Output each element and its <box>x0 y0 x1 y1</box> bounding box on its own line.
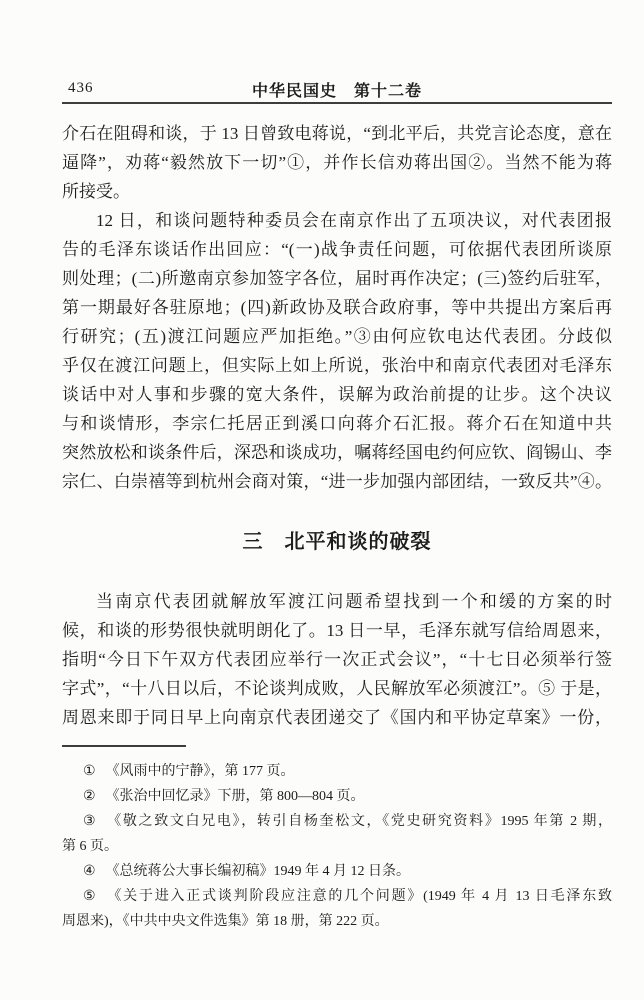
text-line: 介石在阻碍和谈，于 13 日曾致电蒋说，“到北平后，共党言论态度，意在 <box>62 124 612 143</box>
footnote-line <box>62 859 612 884</box>
paragraph <box>62 119 612 206</box>
paragraph <box>62 206 612 496</box>
footnote-item <box>62 859 612 884</box>
header-rule <box>62 102 612 104</box>
text-line: 候，和谈的形势很快就明朗化了。13 日一早，毛泽东就写信给周恩来， <box>62 621 612 640</box>
text-line: 谈话中对人事和步骤的宽大条件，误解为政治前提的让步。这个决议 <box>62 385 612 404</box>
footnote-marker: ④ <box>83 864 96 879</box>
text-line: 当南京代表团就解放军渡江问题希望找到一个和缓的方案的时 <box>96 592 612 611</box>
footnote-text: 《张治中回忆录》下册，第 800—804 页。 <box>105 789 365 804</box>
footnote-line <box>62 759 612 784</box>
footnote-marker: ⑤ <box>83 889 96 904</box>
paragraph <box>62 587 612 732</box>
running-title: 中华民国史 第十二卷 <box>251 83 422 100</box>
footnote-line: 周恩来)，《中共中央文件选集》第 18 册，第 222 页。 <box>62 914 389 929</box>
text-line: 与和谈情形，李宗仁托居正到溪口向蒋介石汇报。蒋介石在知道中共 <box>62 414 612 433</box>
body-content <box>62 119 612 732</box>
footnote-list <box>62 759 612 934</box>
footnote-text: 《敬之致文白兄电》，转引自杨奎松文，《党史研究资料》1995 年第 2 期， <box>105 814 612 829</box>
footnote-line <box>62 784 612 809</box>
text-line: 告的毛泽东谈话作出回应：“(一)战争责任问题，可依据代表团所谈原 <box>62 240 612 259</box>
text-line: 逼降”，劝蒋“毅然放下一切”①，并作长信劝蒋出国②。当然不能为蒋 <box>62 153 612 172</box>
page-header <box>62 78 612 100</box>
footnote-line: 第 6 页。 <box>62 839 118 854</box>
footnote-item <box>62 884 612 934</box>
text-line: 指明“今日下午双方代表团应举行一次正式会议”，“十七日必须举行签 <box>62 650 612 669</box>
text-line: 字式”，“十八日以后，不论谈判成败，人民解放军必须渡江”。⑤ 于是， <box>62 679 612 698</box>
text-line: 所接受。 <box>62 182 130 201</box>
text-line: 12 日，和谈问题特种委员会在南京作出了五项决议，对代表团报 <box>96 211 612 230</box>
footnote-text: 《关于进入正式谈判阶段应注意的几个问题》(1949 年 4 月 13 日毛泽东致 <box>105 889 612 904</box>
text-line: 则处理；(二)所邀南京参加签字各位，届时再作决定；(三)签约后驻军， <box>62 269 612 288</box>
text-line: 行研究；(五)渡江问题应严加拒绝。”③由何应钦电达代表团。分歧似 <box>62 327 612 346</box>
text-line: 第一期最好各驻原地；(四)新政协及联合政府事，等中共提出方案后再 <box>62 298 612 317</box>
text-line: 突然放松和谈条件后，深恐和谈成功，嘱蒋经国电约何应钦、阎锡山、李 <box>62 443 612 462</box>
footnote-line <box>62 809 612 834</box>
page-number: 436 <box>68 80 94 96</box>
text-line: 周恩来即于同日早上向南京代表团递交了《国内和平协定草案》一份， <box>62 708 612 727</box>
footnote-marker: ① <box>83 764 96 779</box>
section-heading: 三 北平和谈的破裂 <box>242 531 432 553</box>
footnote-line <box>62 884 612 909</box>
footnote-marker: ③ <box>83 814 96 829</box>
footnote-text: 《总统蒋公大事长编初稿》1949 年 4 月 12 日条。 <box>105 864 411 879</box>
footnote-item <box>62 784 612 809</box>
footnote-separator <box>62 745 186 747</box>
text-line: 宗仁、白崇禧等到杭州会商对策，“进一步加强内部团结，一致反共”④。 <box>62 472 612 491</box>
footnote-item <box>62 759 612 784</box>
footnote-text: 《风雨中的宁静》，第 177 页。 <box>105 764 295 779</box>
footnote-item <box>62 809 612 859</box>
text-line: 乎仅在渡江问题上，但实际上如上所说，张治中和南京代表团对毛泽东 <box>62 356 612 375</box>
footnote-marker: ② <box>83 789 96 804</box>
